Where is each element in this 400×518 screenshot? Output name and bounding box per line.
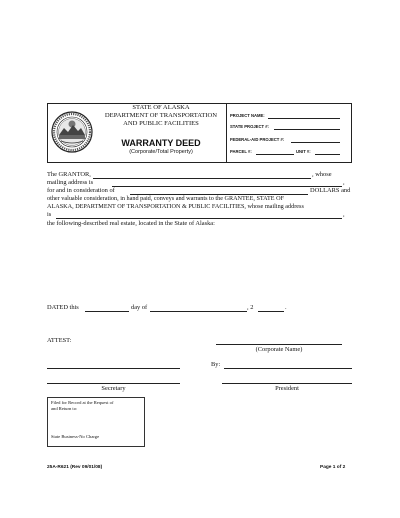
secretary-caption: Secretary xyxy=(101,385,126,392)
parcel-label: PARCEL #: xyxy=(230,149,252,154)
record-line-3: State Business-No Charge xyxy=(51,434,100,439)
federal-aid-project-label: FEDERAL-AID PROJECT #: xyxy=(230,137,285,142)
whose-text: , whose xyxy=(312,171,332,178)
record-line-1: Filed for Record at the Request of xyxy=(51,400,114,405)
federal-aid-project-field[interactable] xyxy=(291,142,340,143)
dated-this-label: DATED this xyxy=(47,304,79,311)
is-text: is xyxy=(47,211,52,218)
corporate-name-caption: (Corporate Name) xyxy=(255,346,303,353)
conveyance-line-2: ALASKA, DEPARTMENT OF TRANSPORTATION & PUBLIC FACILITIES, whose mailing address xyxy=(47,203,304,210)
agency-line-3: AND PUBLIC FACILITIES xyxy=(123,120,199,127)
grantee-mailing-address-field[interactable] xyxy=(56,218,342,219)
year-prefix: , 2 xyxy=(247,304,254,311)
president-signature-field[interactable] xyxy=(222,383,352,384)
by-signature-field[interactable] xyxy=(224,368,352,369)
corporate-name-field[interactable] xyxy=(216,344,342,345)
unit-label: UNIT #: xyxy=(296,149,311,154)
state-project-label: STATE PROJECT #: xyxy=(230,124,269,129)
record-line-2: and Return to: xyxy=(51,406,78,411)
attest-label: ATTEST: xyxy=(47,337,72,344)
state-project-field[interactable] xyxy=(274,129,340,130)
deed-subtitle: (Corporate/Total Property) xyxy=(129,149,193,155)
deed-title: WARRANTY DEED xyxy=(121,138,201,148)
real-estate-description-label: the following-described real estate, located in the State of Alaska: xyxy=(47,220,215,227)
dollars-and-text: DOLLARS and xyxy=(310,187,351,194)
mailing-address-label: mailing address is xyxy=(47,179,94,186)
conveyance-line-1: other valuable consideration, in hand paid, conveys and warrants to the GRANTEE, STATE OF xyxy=(47,195,284,202)
comma-1: , xyxy=(343,179,345,186)
president-caption: President xyxy=(275,385,299,392)
page-number: Page 1 of 2 xyxy=(320,465,346,470)
month-field[interactable] xyxy=(150,311,247,312)
dated-period: . xyxy=(285,304,287,311)
consideration-label: for and in consideration of xyxy=(47,187,115,194)
unit-field[interactable] xyxy=(315,154,340,155)
form-number: 25A-R621 (Rev 09/01/08) xyxy=(47,465,103,470)
grantor-label: The GRANTOR, xyxy=(47,171,91,178)
attest-witness-line[interactable] xyxy=(47,368,180,369)
agency-line-2: DEPARTMENT OF TRANSPORTATION xyxy=(104,112,218,119)
year-field[interactable] xyxy=(258,311,284,312)
day-field[interactable] xyxy=(85,311,129,312)
header-divider xyxy=(226,103,227,163)
project-name-field[interactable] xyxy=(268,118,340,119)
day-of-label: day of xyxy=(131,304,148,311)
parcel-field[interactable] xyxy=(256,154,294,155)
by-label: By: xyxy=(211,361,221,368)
grantor-name-field[interactable] xyxy=(93,178,311,179)
secretary-signature-field[interactable] xyxy=(47,383,180,384)
comma-2: , xyxy=(343,211,345,218)
agency-line-1: STATE OF ALASKA xyxy=(132,104,190,111)
grantor-mailing-address-field[interactable] xyxy=(112,186,342,187)
state-seal-icon xyxy=(51,111,93,153)
project-name-label: PROJECT NAME: xyxy=(230,113,265,118)
